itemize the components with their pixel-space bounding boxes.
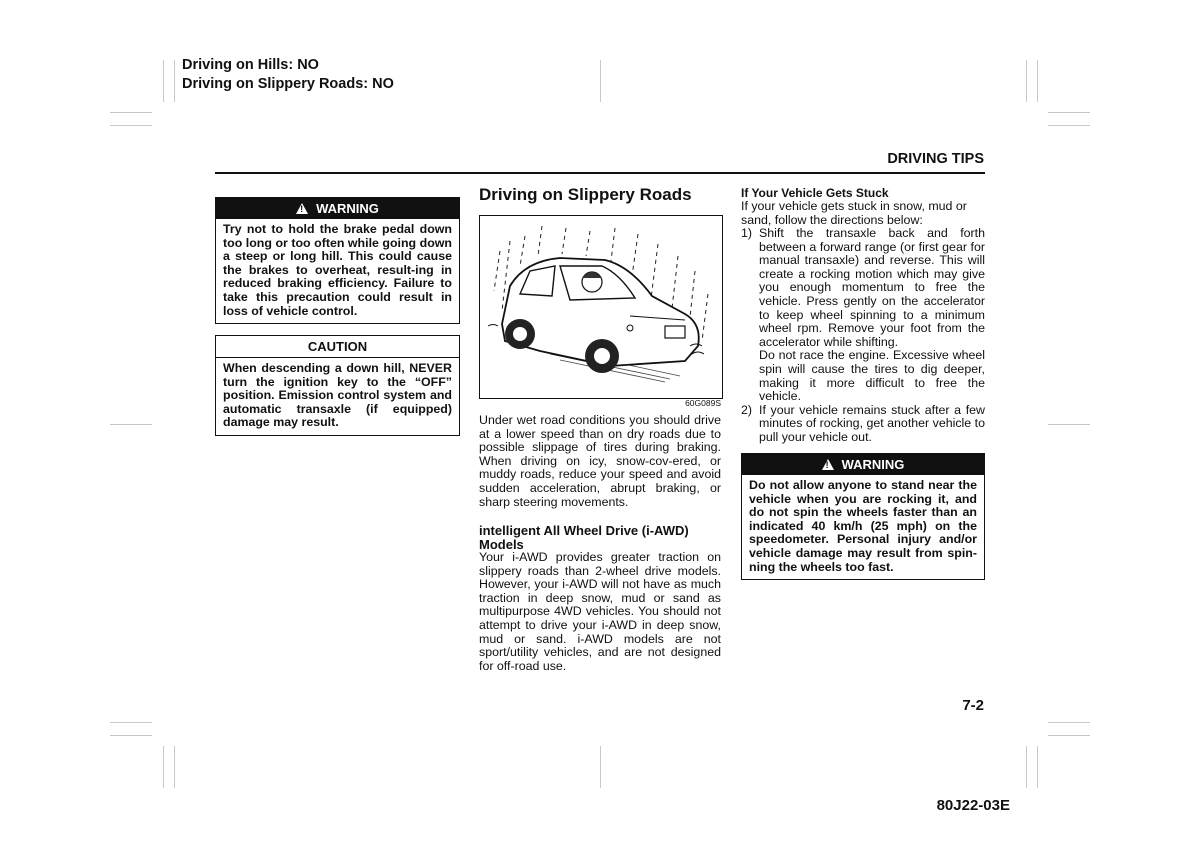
crop-mark <box>1026 746 1027 788</box>
crop-mark <box>110 112 152 113</box>
caution-title: CAUTION <box>216 336 459 358</box>
warning-title-text: WARNING <box>316 201 379 216</box>
crop-mark <box>110 125 152 126</box>
document-code: 80J22-03E <box>936 797 1010 814</box>
crop-mark <box>1048 112 1090 113</box>
warning-title <box>742 454 984 475</box>
step-text-continued: Do not race the engine. Excessive wheel spin will cause the tires to dig deeper, making it more difficult to free the vehicle. <box>759 348 985 404</box>
warning-box-brakes <box>215 197 460 324</box>
crop-mark <box>1048 424 1090 425</box>
crop-mark <box>1048 735 1090 736</box>
header-line-1: Driving on Hills: NO <box>182 57 319 73</box>
list-item <box>741 404 985 445</box>
iawd-subheading: intelligent All Wheel Drive (i-AWD) Models <box>479 523 689 552</box>
crop-mark <box>1037 60 1038 102</box>
warning-text: Do not allow anyone to stand near the vehicle when you are rocking it, and do not spin the wheels faster than an indicated 40 km/h (25 mph) on the speedometer. Personal injury and/or vehicle damage may result from spin-ning the wheels too fast. <box>749 478 977 574</box>
header-line-2: Driving on Slippery Roads: NO <box>182 76 394 92</box>
warning-triangle-icon <box>296 203 308 214</box>
warning-title <box>216 198 459 219</box>
crop-mark <box>110 424 152 425</box>
car-rain-illustration <box>479 215 723 399</box>
crop-mark <box>163 746 164 788</box>
slippery-roads-paragraph: Under wet road conditions you should drive at a lower speed than on dry roads due to possible slippage of tires during braking. When driving on icy, snow-cov-ered, or muddy roads, reduce your speed and avoid sudden acceleration, abrupt braking, or sharp steering movements. <box>479 413 721 509</box>
crop-mark <box>174 746 175 788</box>
section-title: DRIVING TIPS <box>887 151 984 167</box>
crop-mark <box>600 746 601 788</box>
crop-mark <box>1048 722 1090 723</box>
article-title: Driving on Slippery Roads <box>479 185 692 204</box>
crop-mark <box>110 722 152 723</box>
car-in-rain-image <box>480 216 722 398</box>
step-number: 2) <box>741 402 753 417</box>
crop-mark <box>1037 746 1038 788</box>
crop-mark <box>110 735 152 736</box>
warning-title-text: WARNING <box>841 457 905 472</box>
stuck-subheading: If Your Vehicle Gets Stuck <box>741 186 889 200</box>
stuck-steps-list <box>741 227 985 445</box>
header-rule <box>215 172 985 174</box>
warning-triangle-icon <box>822 459 834 470</box>
crop-mark <box>163 60 164 102</box>
step-text: Shift the transaxle back and forth between a forward range (or first gear for manual transaxle) and reverse. This will create a rocking motion which may give you enough momentum to free the vehicle. Press gently on the accelerator to keep wheel spinning to a minimum wheel rpm. Remove your foot from the accelerator while shifting. <box>759 226 985 349</box>
list-item <box>741 227 985 404</box>
caution-text: When descending a down hill, NEVER turn the ignition key to the “OFF” position. Emission control system and automatic transaxle (if equipped) damage may result. <box>223 361 452 430</box>
warning-text: Try not to hold the brake pedal down too long or too often while going down a steep or long hill. This could cause the brakes to overheat, result-ing in reduced braking efficiency. Failure to take this precaution could result in loss of vehicle control. <box>223 222 452 318</box>
caution-box-ignition <box>215 335 460 436</box>
step-number: 1) <box>741 226 753 240</box>
figure-code: 60G089S <box>685 398 721 408</box>
page-number: 7-2 <box>962 697 984 714</box>
crop-mark <box>1048 125 1090 126</box>
warning-box-rocking <box>741 453 985 580</box>
step-text: If your vehicle remains stuck after a few minutes of rocking, get another vehicle to pull your vehicle out. <box>759 402 985 444</box>
running-header <box>182 56 394 94</box>
crop-mark <box>600 60 601 102</box>
iawd-paragraph: Your i-AWD provides greater traction on slippery roads than 2-wheel drive models. However, your i-AWD will not have as much traction in deep snow, mud or sand as multipurpose 4WD vehicles. You should not attempt to drive your i-AWD in deep snow, mud or sand. i-AWD models are not sport/utility vehicles, and are not designed for off-road use. <box>479 550 721 673</box>
crop-mark <box>1026 60 1027 102</box>
crop-mark <box>174 60 175 102</box>
stuck-intro: If your vehicle gets stuck in snow, mud or sand, follow the directions below: <box>741 199 967 227</box>
